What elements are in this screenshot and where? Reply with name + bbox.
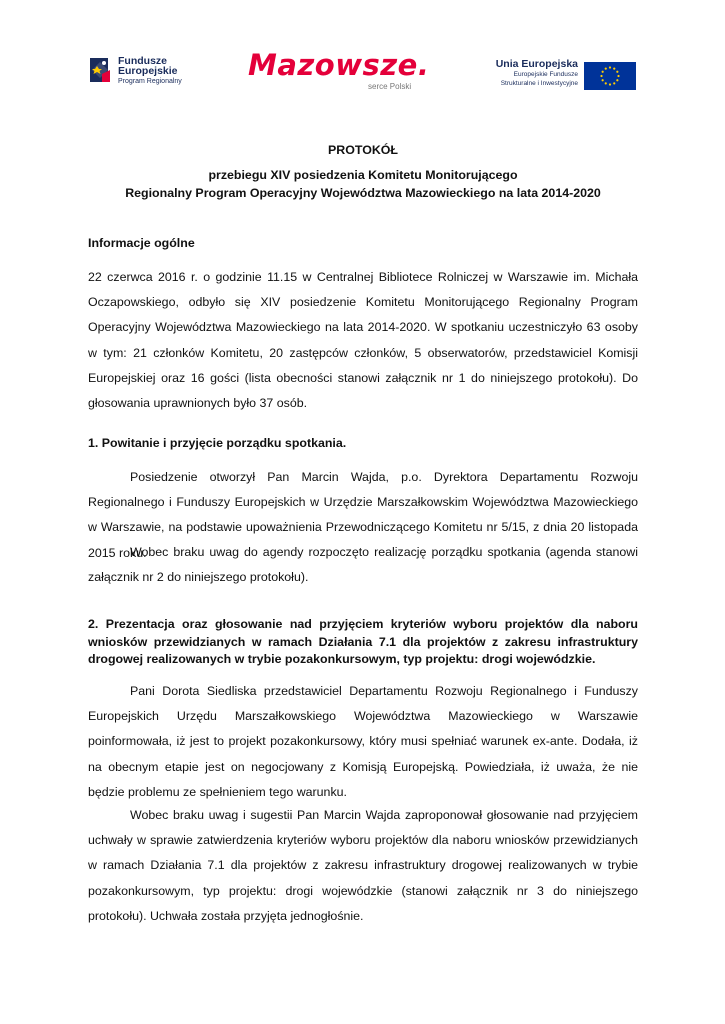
eu-star-icon bbox=[605, 82, 607, 84]
eu-star-icon bbox=[609, 83, 611, 85]
document-title: PROTOKÓŁ bbox=[328, 143, 398, 157]
eu-star-icon bbox=[616, 71, 618, 73]
fe-line2: Europejskie bbox=[118, 65, 178, 77]
eu-star-icon bbox=[605, 68, 607, 70]
fundusze-europejskie-logo bbox=[88, 56, 182, 87]
fe-line3: Program Regionalny bbox=[118, 78, 182, 85]
unia-europejska-logo bbox=[480, 58, 638, 92]
eu-flag-icon bbox=[584, 62, 636, 90]
ue-line1: Unia Europejska bbox=[495, 58, 578, 70]
eu-star-icon bbox=[602, 71, 604, 73]
eu-star-icon bbox=[616, 79, 618, 81]
fe-line1: Fundusze bbox=[118, 55, 167, 67]
section2-heading: 2. Prezentacja oraz głosowanie nad przyjęciem kryteriów wyboru projektów dla naboru wniosków przewidzianych w ramach Działania 7.1 dla projektów z zakresu infrastruktury drogowej realizowanych w trybie pozakonkursowym, typ projektu: drogi wojewódzkie. bbox=[88, 617, 638, 666]
eu-star-icon bbox=[613, 82, 615, 84]
eu-star-icon bbox=[600, 75, 602, 77]
header-logos bbox=[88, 48, 640, 96]
mazowsze-tagline: serce Polski bbox=[368, 82, 412, 91]
section1-paragraph2: Wobec braku uwag do agendy rozpoczęto realizację porządku spotkania (agenda stanowi załącznik nr 2 do niniejszego protokołu). bbox=[88, 545, 638, 585]
eu-star-icon bbox=[617, 75, 619, 77]
eu-star-icon bbox=[613, 68, 615, 70]
section2-paragraph2: Wobec braku uwag i sugestii Pan Marcin Wajda zaproponował głosowanie nad przyjęciem uchwały w sprawie zatwierdzenia kryteriów wyboru projektów dla naboru wniosków przewidzianych w ramach Działania 7.1 dla projektów z zakresu infrastruktury drogowej realizowanych w trybie pozakonkursowym, typ projektu: drogi wojewódzkie (stanowi załącznik nr 3 do niniejszego protokołu). Uchwała została przyjęta jednogłośnie. bbox=[88, 808, 638, 923]
title-line2: Regionalny Program Operacyjny Województwa Mazowieckiego na lata 2014-2020 bbox=[125, 186, 601, 200]
ue-line2: Europejskie Fundusze bbox=[513, 71, 578, 78]
general-paragraph: 22 czerwca 2016 r. o godzinie 11.15 w Centralnej Bibliotece Rolniczej w Warszawie im. Michała Oczapowskiego, odbyło się XIV posiedzenie Komitetu Monitorującego Regionalny Program Operacyjny Województwa Mazowieckiego na lata 2014-2020. W spotkaniu uczestniczyło 63 osoby w tym: 21 członków Komitetu, 20 zastępców członków, 5 obserwatorów, przedstawiciel Komisji Europejskiej oraz 16 gości (lista obecności stanowi załącznik nr 1 do niniejszego protokołu). Do głosowania uprawnionych było 37 osób. bbox=[88, 270, 638, 411]
fundusze-europejskie-icon bbox=[88, 56, 112, 84]
ue-line3: Strukturalne i Inwestycyjne bbox=[500, 80, 578, 87]
eu-star-icon bbox=[602, 79, 604, 81]
eu-star-icon bbox=[609, 66, 611, 68]
section2-paragraph1: Pani Dorota Siedliska przedstawiciel Departamentu Rozwoju Regionalnego i Funduszy Europejskich Urzędu Marszałkowskiego Województwa Mazowieckiego w Warszawie poinformowała, iż jest to projekt pozakonkursowy, który musi spełniać warunek ex-ante. Dodała, iż na obecnym etapie jest on negocjowany z Komisją Europejską. Powiedziała, iż uważa, że nie będzie problemu ze spełnieniem tego warunku. bbox=[88, 684, 638, 799]
general-heading: Informacje ogólne bbox=[88, 236, 195, 250]
section1-heading: 1. Powitanie i przyjęcie porządku spotkania. bbox=[88, 436, 347, 450]
mazowsze-logo bbox=[248, 48, 433, 96]
title-line1: przebiegu XIV posiedzenia Komitetu Monitorującego bbox=[208, 168, 518, 182]
mazowsze-wordmark: Mazowsze. bbox=[248, 48, 430, 82]
section1-paragraph1: Posiedzenie otworzył Pan Marcin Wajda, p.o. Dyrektora Departamentu Rozwoju Regionalnego i Funduszy Europejskich w Urzędzie Marszałkowskim Województwa Mazowieckiego w Warszawie, na podstawie upoważnienia Przewodniczącego Komitetu nr 5/15, z dnia 20 listopada 2015 roku. bbox=[88, 470, 638, 560]
